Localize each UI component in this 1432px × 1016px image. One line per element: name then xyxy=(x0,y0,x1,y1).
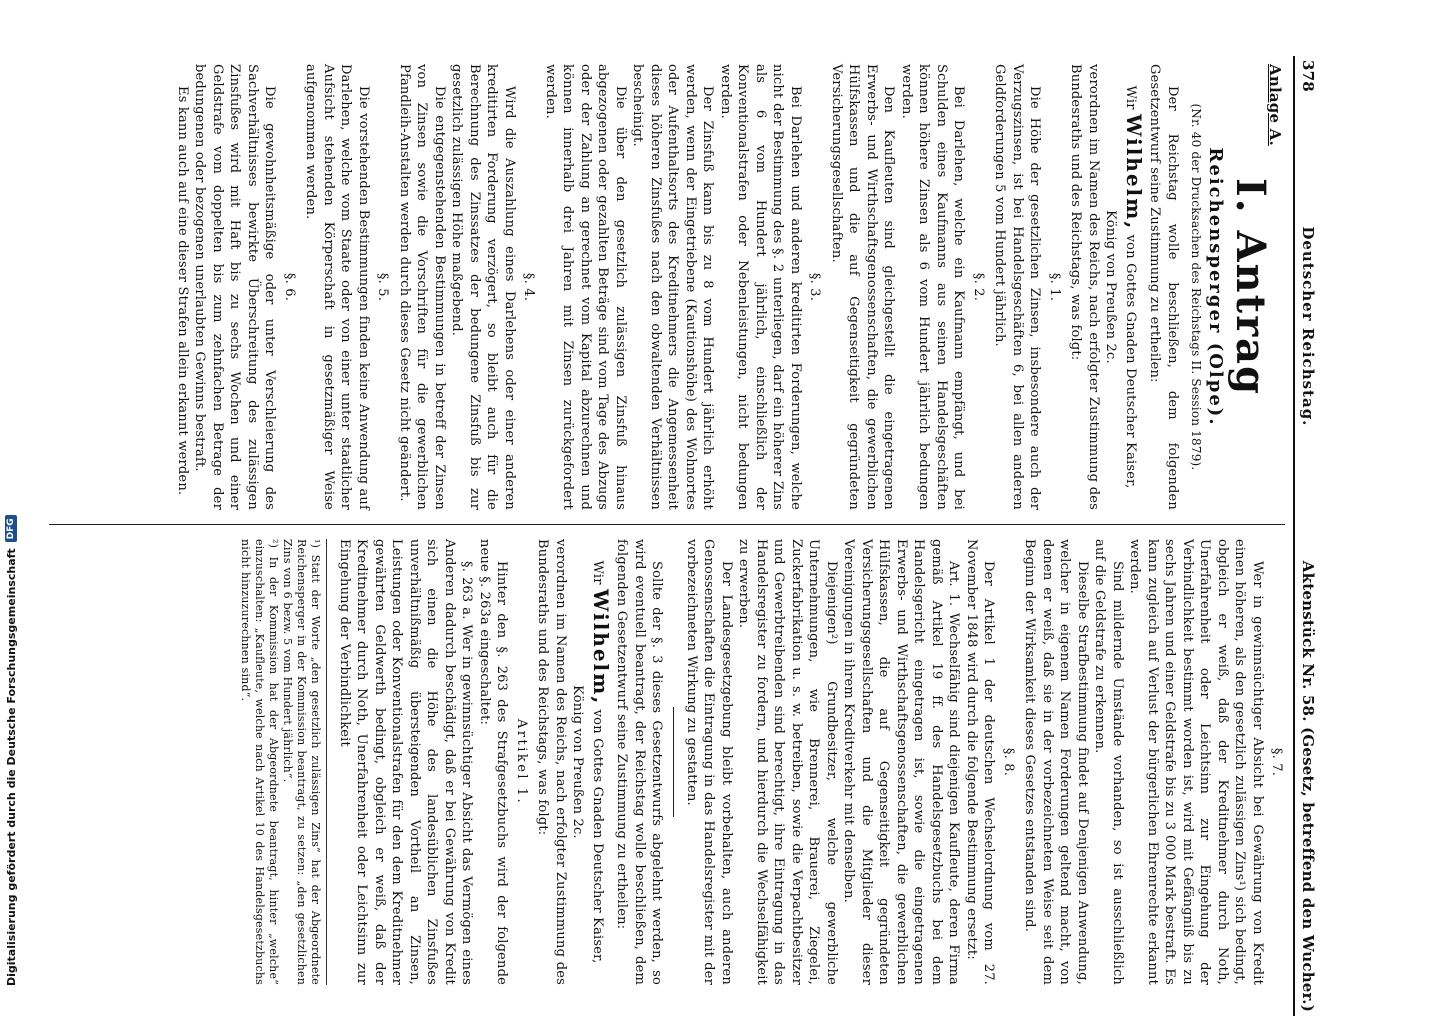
section-8-heading: §. 8. xyxy=(1001,747,1016,777)
section-5-heading: §. 5. xyxy=(375,272,391,302)
dfg-logo: DFG xyxy=(5,515,17,542)
section-3-para-2: Der Zinsfuß kann bis zu 8 vom Hundert jährlich erhöht werden, wenn der Eingetriebene (Kautionshöhe) des Wohnortes oder Aufenthaltsorts des Kreditnehmers die Angemessenheit dieses höheren Zinsfußes nach den obwaltenden Verhältnissen bescheinigt. xyxy=(630,64,716,510)
emperor-title: von Gottes Gnaden Deutscher Kaiser, xyxy=(1123,234,1138,489)
section-8-para-2: Art. 1. Wechselfähig sind diejenigen Kaufleute, deren Firma gemäß Artikel 19 ff. des Handelsgesetzbuchs bei dem Handelsgericht eingetragen ist, sowie die eingetragenen Erwerbs- und Wirthschaftsgenossenschaften, die gewerblichen Hülfskassen, die auf Gegenseitigkeit gegründeten Versicherungsgesellschaften und die Mitglieder dieser Vereinigungen in ihrem Kreditverkehr mit denselben. xyxy=(841,539,962,985)
footnote-2: ²) In der Kommission hat der Abgeordnete beantragt, hinter „welche“ einzuschalten: „Kaufleute, welche nach Artikel 10 des Handelsgesetzbuchs nicht hinzuzurechnen sind“. xyxy=(239,539,281,985)
verordnen-paragraph: verordnen im Namen des Reichs, nach erfolgter Zustimmung des Bundesraths und des Reichstags, was folgt: xyxy=(1068,64,1101,510)
article-1-para-2: §. 263 a. Wer in gewinnsüchtiger Absicht das Vermögen eines Anderen dadurch beschädigt, daß er bei Gewährung von Kredit sich einen die Höhe des landesüblichen Zinsfußes unverhältnißmäßig übersteigenden Vortheil an Zinsen, Leistungen oder Konventionalstrafen für den dem Kreditnehmer gewährten Geldwerth bedingt, obgleich er weiß, daß der Kreditnehmer durch Noth, Unerfahrenheit oder Leichtsinn zur Eingehung der Verbindlichkeit xyxy=(337,539,475,985)
section-2-para-2: Den Kaufleuten sind gleichgestellt die eingetragenen Erwerbs- und Wirthschaftsgenossenschaften, die gewerblichen Hülfskassen und die auf Gegenseitigkeit gegründeten Versicherungsgesellschaften. xyxy=(829,64,897,510)
section-7-para-3: Dieselbe Strafbestimmung findet auf Denjenigen Anwendung, welcher in eigenem Namen Forderungen geltend macht, von denen er weiß, daß sie in der vorbezeichneten Weise seit dem Beginn der Wirksamkeit dieses Gesetzes entstanden sind. xyxy=(1022,539,1090,985)
section-6-heading: §. 6. xyxy=(282,272,297,302)
two-column-body xyxy=(50,56,1290,1016)
running-title: Deutscher Reichstag. xyxy=(1299,226,1317,427)
king-title-2: König von Preußen 2c. xyxy=(570,685,586,839)
page-number: 378 xyxy=(1299,60,1317,92)
verordnen-paragraph-2: verordnen im Namen des Reichs, nach erfolgter Zustimmung des Bundesraths und des Reichstags, was folgt: xyxy=(535,539,568,985)
digitization-credit xyxy=(0,0,22,1000)
wir-word-2: Wir xyxy=(590,560,605,585)
section-2-heading: §. 2. xyxy=(971,272,986,302)
section-5-text: Die vorstehenden Bestimmungen finden keine Anwendung auf Darlehen, welche vom Staate oder von einer unter staatlicher Aufsicht stehenden Körperschaft in gesetzmäßiger Weise aufgenommen werden. xyxy=(303,64,371,510)
section-8-para-3: Diejenigen²) Grundbesitzer, welche gewerbliche Unternehmungen, wie Brennerei, Brauerei, Ziegelei, Zuckerfabrikation u. s. w. betreiben, sowie die Verpachtbesitzer und Gewerbtreibenden sind berechtigt, ihre Eintragung in das Handelsregister zu fordern, und hierdurch die Wechselfähigkeit zu erwerben. xyxy=(736,539,839,985)
section-divider xyxy=(674,707,675,817)
eventual-motion-paragraph: Sollte der §. 3 dieses Gesetzentwurfs abgelehnt werden, so wird eventuell beantragt, der Reichstag wolle beschließen, dem folgenden Gesetzentwurf seine Zustimmung zu ertheilen: xyxy=(614,539,665,985)
section-1-heading: §. 1. xyxy=(1047,272,1062,302)
section-3-para-3: Die über den gesetzlich zulässigen Zinsfuß hinaus abgezogenen oder gezahlten Beträge sind vom Tage des Abzugs oder der Zahlung an gerechnet vom Kapital abzurechnen und können innerhalb drei Jahren mit Zinsen zurückgefordert werden. xyxy=(543,64,628,510)
section-1-text: Die Höhe der gesetzlichen Zinsen, insbesondere auch der Verzugszinsen, ist bei Handelsgeschäften 6, bei allen anderen Geldforderungen 5 vom Hundert jährlich. xyxy=(992,64,1043,510)
king-title: König von Preußen 2c. xyxy=(1103,210,1119,364)
source-note: (Nr. 40 der Drucksachen des Reichstags II. Session 1879). xyxy=(1189,103,1204,471)
section-2-para-1: Bei Darlehen, welche ein Kaufmann empfängt, und bei Schulden eines Kaufmanns aus seinen Handelsgeschäften können höhere Zinsen als 6 vom Hundert jährlich bedungen werden. xyxy=(899,64,967,510)
rotated-page xyxy=(16,56,1316,1016)
article-1-para-1: Hinter den §. 263 des Strafgesetzbuchs wird der folgende neue §. 263a eingeschaltet: xyxy=(477,539,510,985)
document-number: Aktenstück Nr. 58. xyxy=(1299,560,1317,722)
section-4-para-1: Wird die Auszahlung eines Darlehens oder einer anderen kreditirten Forderung verzögert, so bleibt auch für die Berechnung des Zinssatzes der bedungene Zinsfuß bis zur gesetzlich zulässigen Höhe maßgebend. xyxy=(449,64,517,510)
credit-text: Digitalisierung gefördert durch die Deutsche Forschungsgemeinschaft xyxy=(4,548,18,986)
section-7-para-1: Wer in gewinnsüchtiger Absicht bei Gewährung von Kredit einen höheren, als den gesetzlich zulässigen Zins¹) sich bedingt, obgleich er weiß, daß der Kreditnehmer durch Noth, Unerfahrenheit oder Leichtsinn zur Eingehung der Verbindlichkeit bestimmt worden ist, wird mit Gefängniß bis zu sechs Jahren und einer Geldstrafe bis zu 3 000 Mark bestraft. Es kann zugleich auf Verlust der bürgerlichen Ehrenrechte erkannt werden. xyxy=(1127,539,1265,985)
wilhelm-name-2: Wilhelm, xyxy=(589,588,613,706)
left-column xyxy=(50,56,1290,518)
emperor-line-2 xyxy=(589,539,613,985)
section-8-para-4: Der Landesgesetzgebung bleibt vorbehalten, auch anderen Genossenschaften die Eintragung in das Handelsregister mit der vorbezeichneten Wirkung zu gestatten. xyxy=(684,539,734,985)
column-divider xyxy=(50,524,1286,525)
emperor-title-2: von Gottes Gnaden Deutscher Kaiser, xyxy=(590,709,605,964)
author-heading: Reichensperger (Olpe). xyxy=(1205,147,1226,427)
antrag-heading: I. Antrag xyxy=(1227,177,1274,397)
section-3-heading: §. 3. xyxy=(807,272,823,302)
wilhelm-name: Wilhelm, xyxy=(1122,113,1146,231)
section-8-para-1: Der Artikel 1 der deutschen Wechselordnung vom 27. November 1848 wird durch die folgende Bestimmung ersetzt: xyxy=(964,539,997,985)
article-1-heading: Artikel 1. xyxy=(514,718,529,806)
document-reference xyxy=(1299,561,1317,1012)
emperor-line xyxy=(1122,64,1146,510)
section-6-para-2: Es kann auch auf eine dieser Strafen allein erkannt werden. xyxy=(175,86,190,496)
section-7-para-2: Sind mildernde Umstände vorhanden, so ist ausschließlich auf die Geldstrafe zu erkennen. xyxy=(1092,539,1125,985)
annex-label: Anlage A. xyxy=(1266,64,1285,146)
right-column xyxy=(50,531,1290,993)
footnotes xyxy=(239,539,328,985)
section-4-heading: §. 4. xyxy=(521,272,537,302)
section-3-para-1: Bei Darlehen und anderen kreditirten Forderungen, welche nicht der Bestimmung des §. 2 unterliegen, darf ein höherer Zins als 6 vom Hundert jährlich, einschließlich der Konventionalstrafen oder Nebenleistungen, nicht bedungen werden. xyxy=(718,64,803,510)
section-6-para-1: Die gewohnheitsmäßige oder unter Verschleierung des Sachverhältnisses bewirkte Überschreitung des zulässigen Zinsfußes wird mit Haft bis zu sechs Wochen und einer Geldstrafe vom doppelten bis zum zehnfachen Betrage der bedungenen oder bezogenen unerlaubten Gewinns bestraft. xyxy=(192,64,278,510)
wir-word: Wir xyxy=(1123,85,1138,110)
section-7-heading: §. 7. xyxy=(1269,747,1285,777)
running-head xyxy=(1294,56,1317,1016)
section-4-para-2: Die entgegenstehenden Bestimmungen in betreff der Zinsen von Zinsen sowie die Vorschriften für die gewerblichen Pfandleih-Anstalten werden durch dieses Gesetz nicht geändert. xyxy=(397,64,447,510)
intro-paragraph: Der Reichstag wolle beschließen, dem folgenden Gesetzentwurf seine Zustimmung zu ertheilen: xyxy=(1147,64,1180,510)
footnote-1: ¹) Statt der Worte „den gesetzlich zulässigen Zins“ hat der Abgeordnete Reichensperger in der Kommission beantragt, zu setzen: „den gesetzlichen Zins von 6 bezw. 5 vom Hundert jährlich“. xyxy=(281,539,323,985)
document-subject: (Gesetz, betreffend den Wucher.) xyxy=(1299,727,1317,1012)
